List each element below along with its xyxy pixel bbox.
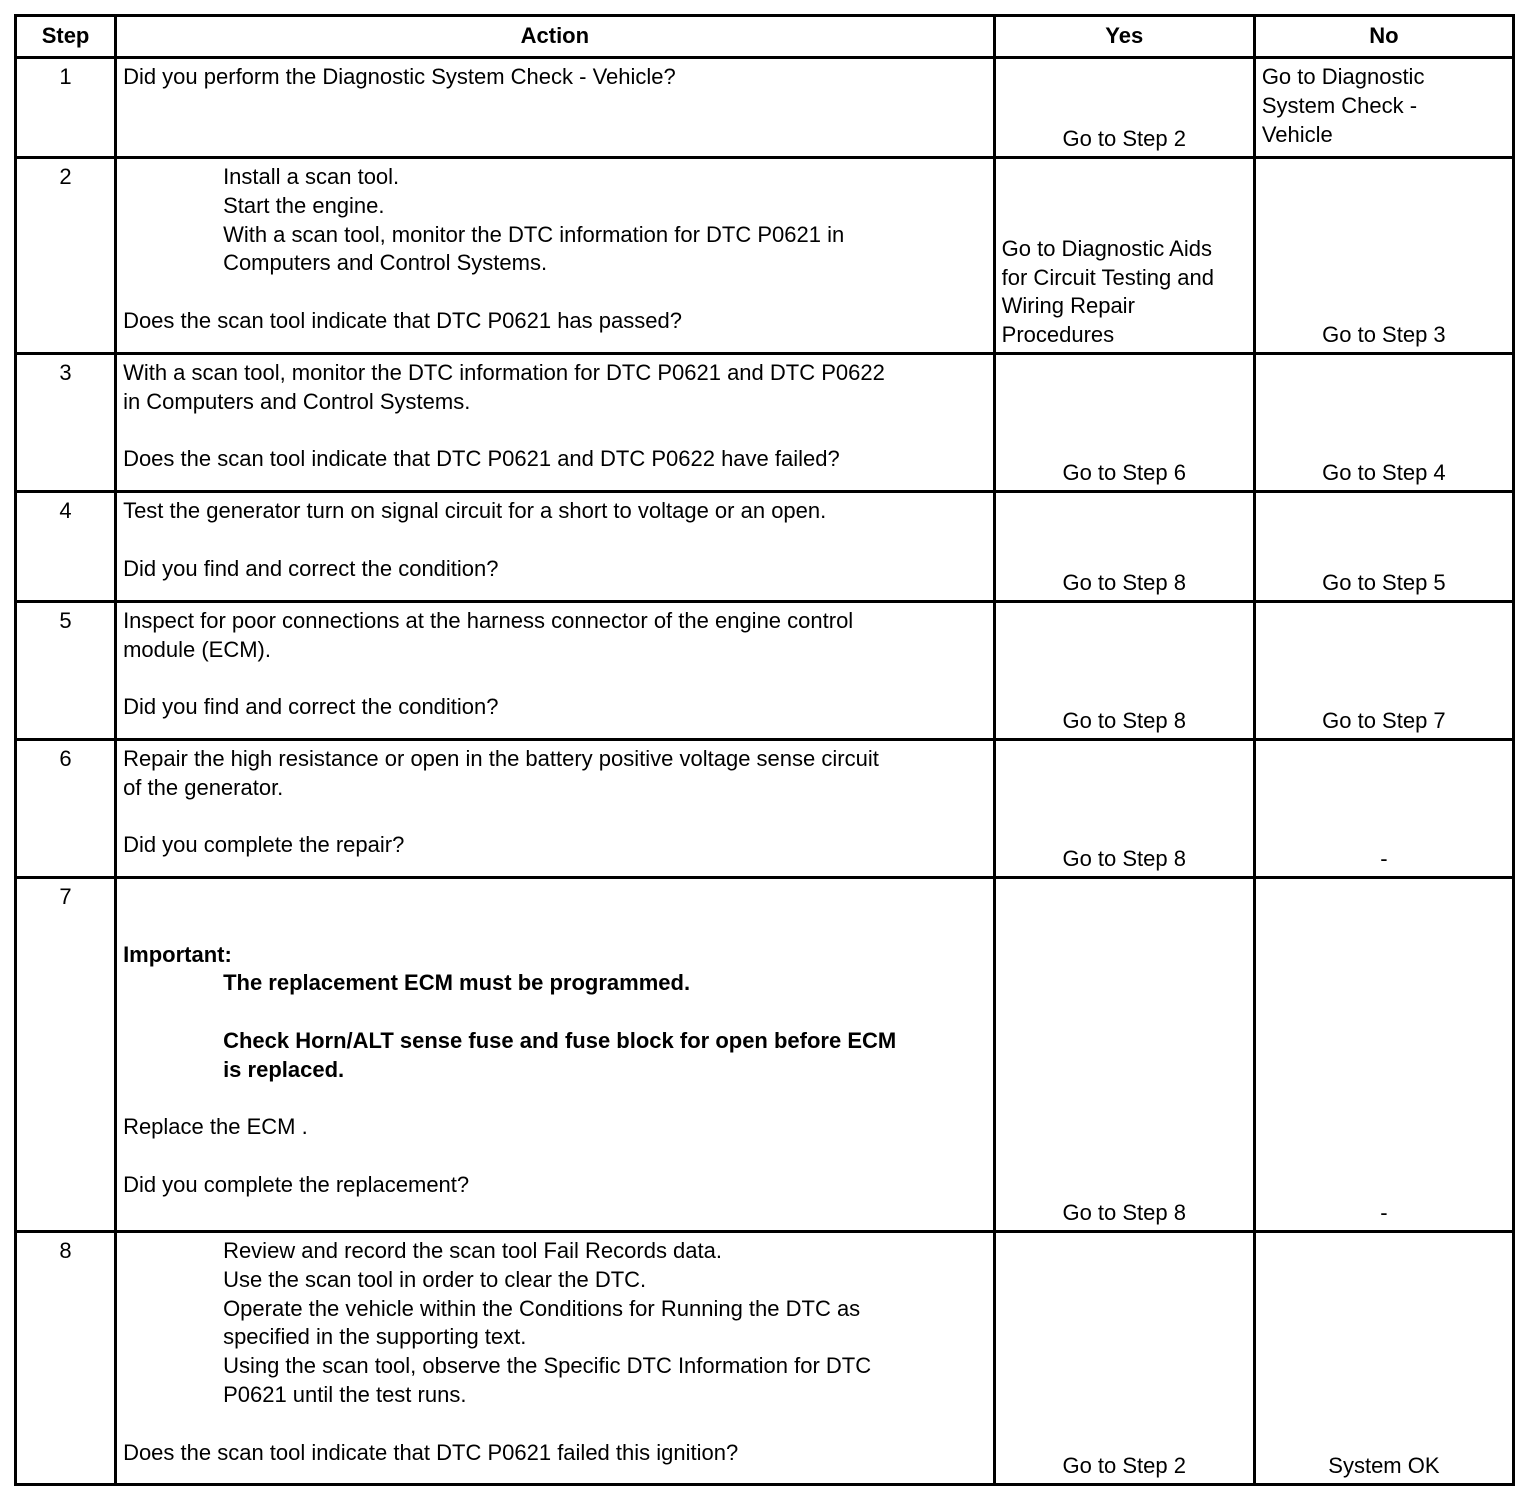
table-row bbox=[16, 58, 1514, 158]
table-row bbox=[16, 602, 1514, 740]
yes-result-line: for Circuit Testing and bbox=[1001, 264, 1215, 290]
action-step: Install a scan tool. bbox=[223, 164, 400, 189]
important-label: Important: bbox=[123, 941, 232, 967]
action-question: Did you find and correct the condition? bbox=[123, 555, 499, 581]
action-text: module (ECM). bbox=[123, 636, 271, 662]
no-cell bbox=[1254, 158, 1513, 354]
yes-cell bbox=[994, 1232, 1254, 1485]
no-result-line: Go to Diagnostic bbox=[1261, 64, 1425, 89]
action-step: With a scan tool, monitor the DTC information for DTC P0621 in bbox=[223, 221, 845, 247]
no-result: - bbox=[1380, 1200, 1388, 1226]
important-note: is replaced. bbox=[223, 1056, 345, 1082]
no-cell bbox=[1254, 354, 1513, 492]
no-result: System OK bbox=[1328, 1453, 1440, 1479]
no-cell bbox=[1254, 878, 1513, 1232]
no-result: Go to Step 7 bbox=[1322, 708, 1446, 734]
no-result-line: Vehicle bbox=[1261, 121, 1333, 147]
action-text: Replace the ECM . bbox=[123, 1114, 308, 1140]
header-yes: Yes bbox=[994, 16, 1254, 58]
action-cell bbox=[116, 1232, 995, 1485]
action-cell bbox=[116, 878, 995, 1232]
step-number: 2 bbox=[16, 158, 116, 354]
no-result-line: System Check - bbox=[1261, 92, 1418, 118]
no-cell bbox=[1254, 602, 1513, 740]
action-step: Operate the vehicle within the Conditions for Running the DTC as bbox=[223, 1295, 861, 1321]
yes-result: Go to Step 8 bbox=[1062, 1200, 1186, 1226]
header-no: No bbox=[1254, 16, 1513, 58]
action-question: Did you perform the Diagnostic System Check - Vehicle? bbox=[123, 64, 676, 89]
no-cell bbox=[1254, 58, 1513, 158]
step-number: 8 bbox=[16, 1232, 116, 1485]
yes-result: Go to Step 8 bbox=[1062, 708, 1186, 734]
yes-result-line: Go to Diagnostic Aids bbox=[1001, 235, 1212, 261]
step-number: 1 bbox=[16, 58, 116, 158]
yes-cell bbox=[994, 354, 1254, 492]
yes-result: Go to Step 2 bbox=[1062, 1453, 1186, 1479]
yes-result: Go to Step 8 bbox=[1062, 570, 1186, 596]
no-result: Go to Step 4 bbox=[1322, 460, 1446, 486]
table-row bbox=[16, 354, 1514, 492]
important-note: Check Horn/ALT sense fuse and fuse block for open before ECM bbox=[223, 1027, 897, 1053]
action-question: Does the scan tool indicate that DTC P0621 has passed? bbox=[123, 307, 682, 333]
yes-cell bbox=[994, 602, 1254, 740]
action-text: Inspect for poor connections at the harness connector of the engine control bbox=[123, 608, 854, 633]
action-cell bbox=[116, 602, 995, 740]
action-question: Does the scan tool indicate that DTC P0621 and DTC P0622 have failed? bbox=[123, 446, 840, 472]
action-step: Start the engine. bbox=[223, 192, 385, 218]
action-step: specified in the supporting text. bbox=[223, 1324, 527, 1350]
table-row bbox=[16, 158, 1514, 354]
action-text: Repair the high resistance or open in the battery positive voltage sense circuit bbox=[123, 746, 879, 771]
action-cell bbox=[116, 158, 995, 354]
table-row bbox=[16, 740, 1514, 878]
action-step: Review and record the scan tool Fail Records data. bbox=[223, 1238, 722, 1263]
action-cell bbox=[116, 354, 995, 492]
header-action: Action bbox=[116, 16, 995, 58]
diagnostic-table bbox=[14, 14, 1515, 1486]
yes-result: Go to Step 6 bbox=[1062, 460, 1186, 486]
step-number: 4 bbox=[16, 492, 116, 602]
action-question: Did you complete the repair? bbox=[123, 832, 405, 858]
action-step: Use the scan tool in order to clear the DTC. bbox=[223, 1266, 647, 1292]
yes-cell bbox=[994, 58, 1254, 158]
action-cell bbox=[116, 740, 995, 878]
table-row bbox=[16, 878, 1514, 1232]
yes-result-line: Wiring Repair bbox=[1001, 293, 1135, 319]
no-result: - bbox=[1380, 846, 1388, 872]
action-text: in Computers and Control Systems. bbox=[123, 388, 471, 414]
yes-result: Go to Step 8 bbox=[1062, 846, 1186, 872]
action-question: Does the scan tool indicate that DTC P0621 failed this ignition? bbox=[123, 1439, 739, 1465]
action-step: Using the scan tool, observe the Specific DTC Information for DTC bbox=[223, 1353, 872, 1379]
action-question: Did you find and correct the condition? bbox=[123, 694, 499, 720]
action-text: of the generator. bbox=[123, 774, 284, 800]
table-row bbox=[16, 1232, 1514, 1485]
no-result: Go to Step 3 bbox=[1322, 322, 1446, 348]
action-text: With a scan tool, monitor the DTC information for DTC P0621 and DTC P0622 bbox=[123, 360, 885, 385]
action-step: Computers and Control Systems. bbox=[223, 250, 548, 276]
step-number: 5 bbox=[16, 602, 116, 740]
yes-cell bbox=[994, 158, 1254, 354]
yes-cell bbox=[994, 740, 1254, 878]
yes-result-line: Procedures bbox=[1001, 322, 1115, 348]
header-row bbox=[16, 16, 1514, 58]
action-cell bbox=[116, 58, 995, 158]
action-text: Test the generator turn on signal circuit for a short to voltage or an open. bbox=[123, 498, 827, 523]
no-cell bbox=[1254, 1232, 1513, 1485]
yes-result: Go to Step 2 bbox=[1062, 126, 1186, 152]
no-cell bbox=[1254, 740, 1513, 878]
action-cell bbox=[116, 492, 995, 602]
action-question: Did you complete the replacement? bbox=[123, 1171, 470, 1197]
step-number: 7 bbox=[16, 878, 116, 1232]
header-step: Step bbox=[16, 16, 116, 58]
table-row bbox=[16, 492, 1514, 602]
yes-cell bbox=[994, 492, 1254, 602]
yes-cell bbox=[994, 878, 1254, 1232]
no-result: Go to Step 5 bbox=[1322, 570, 1446, 596]
step-number: 3 bbox=[16, 354, 116, 492]
step-number: 6 bbox=[16, 740, 116, 878]
action-step: P0621 until the test runs. bbox=[223, 1381, 467, 1407]
important-note: The replacement ECM must be programmed. bbox=[223, 970, 691, 996]
no-cell bbox=[1254, 492, 1513, 602]
